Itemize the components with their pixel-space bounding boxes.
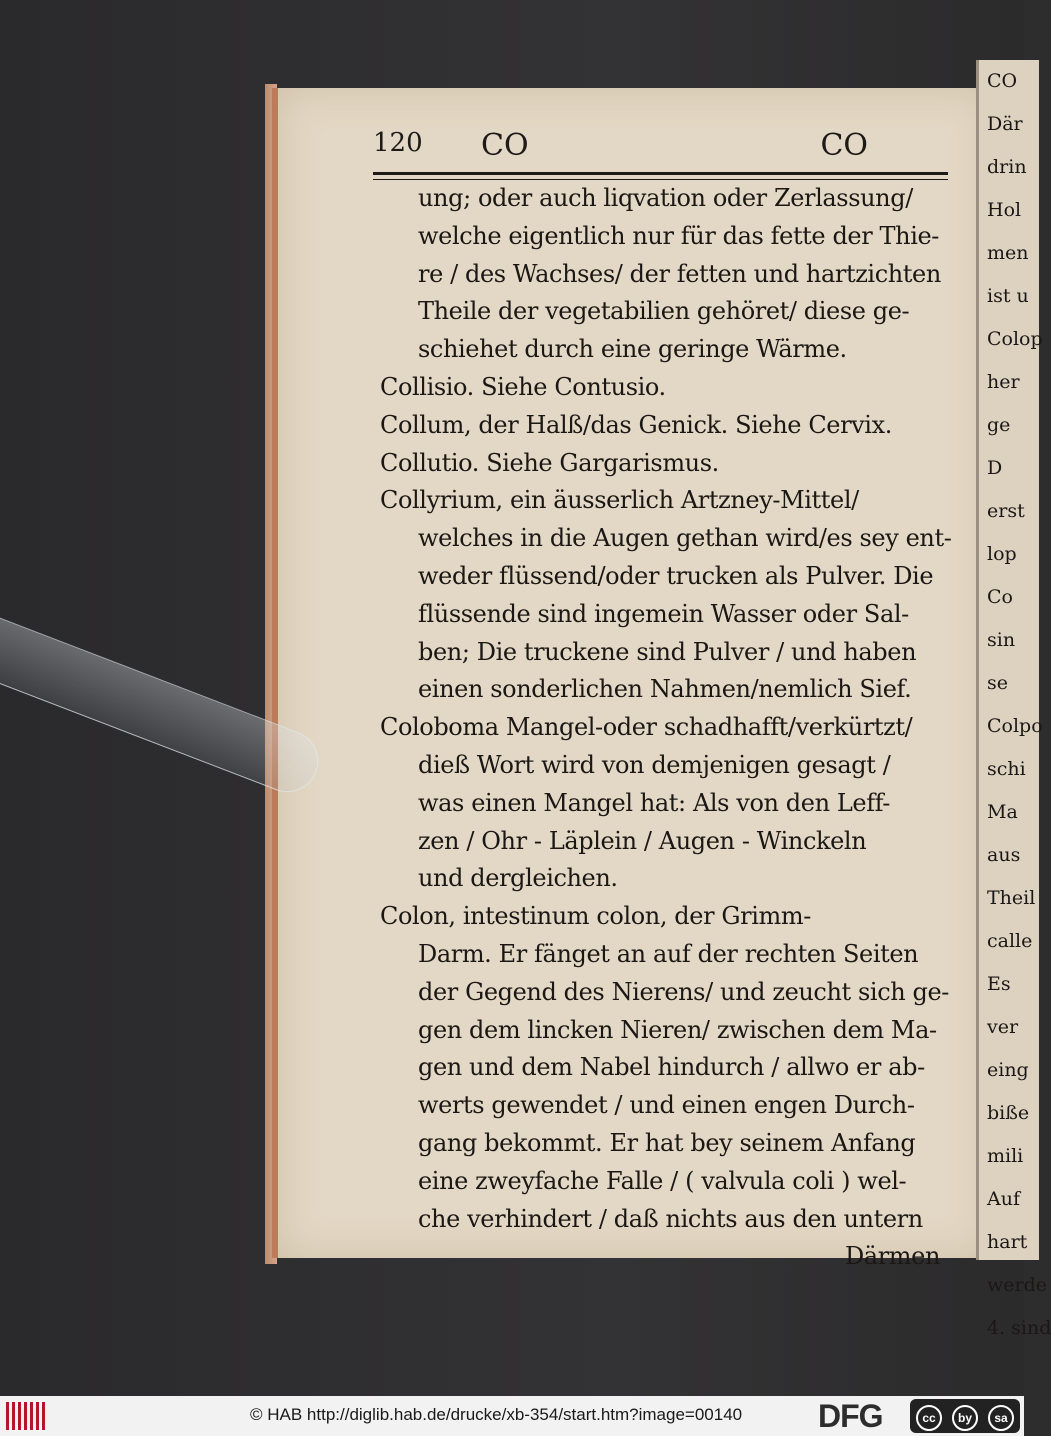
text-line: zen / Ohr - Läplein / Augen - Winckeln <box>418 826 867 855</box>
running-head-left: CO <box>481 128 529 163</box>
text-line: Colon, intestinum colon, der Grimm- <box>380 902 811 931</box>
text-line: weder flüssend/oder trucken als Pulver. Die <box>418 561 934 590</box>
facing-page-fragment: Hol <box>987 199 1022 221</box>
facing-page-fragment: Colpo <box>987 715 1043 737</box>
facing-page-fragment: 4. sind <box>987 1317 1051 1339</box>
facing-page-fragment: Theil <box>987 887 1036 909</box>
dfg-logo[interactable]: DFG <box>818 1398 883 1434</box>
text-line: ung; oder auch liqvation oder Zerlassung/ <box>418 184 913 212</box>
text-line: einen sonderlichen Nahmen/nemlich Sief. <box>418 675 912 704</box>
facing-page-fragment: Där <box>987 113 1023 135</box>
cc-icon: cc <box>916 1405 942 1431</box>
facing-page-fragment: D <box>987 457 1003 479</box>
text-line: dieß Wort wird von demjenigen gesagt / <box>418 750 891 779</box>
facing-page <box>976 60 1051 1339</box>
text-line: gang bekommt. Er hat bey seinem Anfang <box>418 1128 916 1157</box>
facing-page-fragment: Ma <box>987 801 1018 823</box>
facing-page-fragment: Colop <box>987 328 1043 350</box>
facing-page-fragment: her <box>987 371 1020 393</box>
text-line: Darm. Er fänget an auf der rechten Seiten <box>418 939 919 968</box>
facing-page-fragment: CO <box>987 70 1018 92</box>
hab-logo-icon[interactable] <box>6 1402 46 1430</box>
text-line: Collyrium, ein äusserlich Artzney-Mittel/ <box>380 486 859 515</box>
text-line: ben; Die truckene sind Pulver / und haben <box>418 637 917 666</box>
text-line: werts gewendet / und einen engen Durch- <box>418 1091 915 1120</box>
facing-page-fragment: Co <box>987 586 1013 608</box>
facing-page-fragment: calle <box>987 930 1033 952</box>
facing-page-fragment: sin <box>987 629 1016 651</box>
page-text <box>380 180 952 1276</box>
running-head-right: CO <box>820 128 868 163</box>
facing-page-fragment: lop <box>987 543 1017 565</box>
text-line: gen und dem Nabel hindurch / allwo er ab- <box>418 1053 925 1082</box>
text-line: re / des Wachses/ der fetten und hartzichten <box>418 259 941 288</box>
header-rule <box>373 172 948 180</box>
cc-license-badge[interactable] <box>910 1399 1020 1433</box>
facing-page-fragment: aus <box>987 844 1021 866</box>
facing-page-fragment: werde <box>987 1274 1047 1296</box>
facing-page-fragment: se <box>987 672 1008 694</box>
facing-page-fragment: ist u <box>987 285 1029 307</box>
source-credit[interactable]: © HAB http://diglib.hab.de/drucke/xb-354/start.htm?image=00140 <box>250 1405 743 1424</box>
text-line: schiehet durch eine geringe Wärme. <box>418 335 847 364</box>
by-icon: by <box>952 1405 978 1431</box>
facing-page-fragment: hart <box>987 1231 1028 1253</box>
page-header <box>373 128 938 170</box>
facing-page-fragment: drin <box>987 156 1027 178</box>
sa-icon: sa <box>988 1405 1014 1431</box>
facing-page-fragment: ver <box>987 1016 1019 1038</box>
text-line: Collutio. Siehe Gargarismus. <box>380 448 719 477</box>
text-line: Collisio. Siehe Contusio. <box>380 372 666 401</box>
facing-page-fragment: Auf <box>987 1188 1020 1210</box>
text-line: Coloboma Mangel-oder schadhafft/verkürtzt/ <box>380 713 913 742</box>
text-line: der Gegend des Nierens/ und zeucht sich ge- <box>418 977 949 1006</box>
facing-page-fragment: biße <box>987 1102 1030 1124</box>
text-line: Därmen <box>844 1242 940 1271</box>
page-number: 120 <box>373 128 423 158</box>
facing-page-fragment: eing <box>987 1059 1029 1081</box>
facing-page-fragment: men <box>987 242 1029 264</box>
footer-bar <box>0 1396 1024 1436</box>
text-line: was einen Mangel hat: Als von den Leff- <box>418 788 891 817</box>
facing-page-fragment: mili <box>987 1145 1024 1167</box>
text-line: gen dem lincken Nieren/ zwischen dem Ma- <box>418 1015 937 1044</box>
facing-page-fragment: ge <box>987 414 1011 436</box>
text-line: flüssende sind ingemein Wasser oder Sal- <box>418 599 909 628</box>
text-line: eine zweyfache Falle / ( valvula coli ) wel- <box>418 1166 907 1195</box>
text-line: welches in die Augen gethan wird/es sey ent- <box>418 524 952 553</box>
text-line: Theile der vegetabilien gehöret/ diese ge- <box>418 297 910 326</box>
text-line: che verhindert / daß nichts aus den untern <box>418 1204 923 1233</box>
facing-page-fragment: schi <box>987 758 1026 780</box>
text-line: Collum, der Halß/das Genick. Siehe Cervix. <box>380 410 892 439</box>
text-line: und dergleichen. <box>418 864 618 893</box>
facing-page-fragment: Es <box>987 973 1011 995</box>
text-line: welche eigentlich nur für das fette der Thie- <box>418 221 939 250</box>
facing-page-fragment: erst <box>987 500 1025 522</box>
